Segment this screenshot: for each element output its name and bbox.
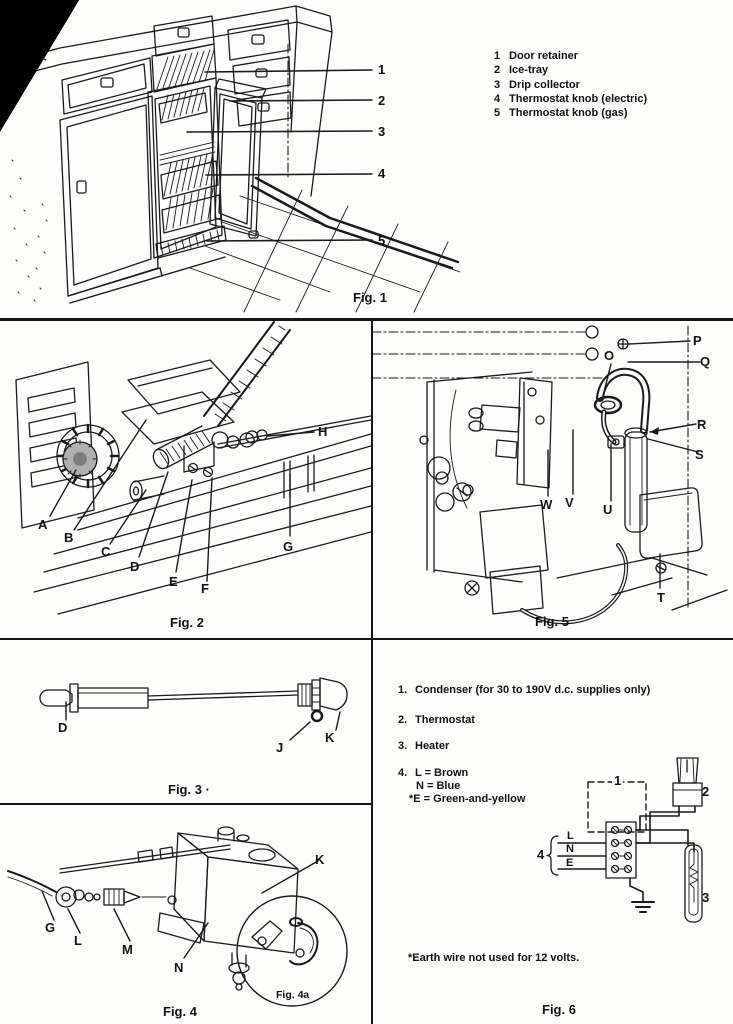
fig5-callout-r: R [697,417,707,432]
fig5-callout-u: U [603,502,613,517]
fig1-callout-1: 1 [378,62,386,77]
fig1-panel [0,0,460,315]
condenser-outline [588,782,646,832]
terminal-block [606,822,636,878]
fig1-left-cupboard [10,58,158,301]
wiring-label-live: L [567,830,574,842]
fig6-note-4: 4. L = Brown [398,767,469,779]
fig4-callout-n: N [174,960,184,975]
fig5-thermostat-box [436,472,626,622]
fig4-thermocouple-rod [60,845,230,873]
fig6-wiring-diagram [372,640,733,1024]
fig6-footnote: *Earth wire not used for 12 volts. [408,952,580,964]
wiring-label-neutral: N [566,843,574,855]
fig6-note-4b: N = Blue [416,780,461,792]
fig4-callout-g: G [45,920,56,935]
fig3-callout-k: K [325,730,335,745]
fig2-nozzle [130,442,214,501]
fig1-open-door [210,79,266,238]
fig1-callout-2: 2 [378,93,386,108]
wiring-label-heater: 3 [702,890,710,905]
fig2-pipe [204,322,290,426]
fig1-legend [494,49,647,120]
legend-item: 3 Drip collector [494,78,580,91]
fig2-drawing [0,320,371,638]
supply-wires [547,836,606,875]
heater-symbol [685,845,702,922]
fig2-callout-d: D [130,559,140,574]
legend-item: 5 Thermostat knob (gas) [494,107,628,120]
fig2-thermostat-sheath [150,426,254,471]
fig4-drawing [0,805,371,1024]
fig4-callout-k: K [315,852,325,867]
fig1-right-drawers [228,20,291,126]
fig3-callout-j: J [276,740,284,755]
fig2-callout-b: B [64,530,74,545]
fig6-caption: Fig. 6 [542,1002,576,1017]
fig4-caption: Fig. 4 [163,1004,197,1019]
fig4-callout-m: M [122,942,133,957]
fig2-callout-a: A [38,517,48,532]
fig1-callout-4: 4 [378,166,386,181]
fig5-condenser-pipes [372,326,607,378]
fig1-callout-5: 5 [378,233,386,248]
ground-symbol [632,902,654,912]
fig5-callout-p: P [693,333,702,348]
legend-item: 2 Ice-tray [494,64,549,77]
fig3-caption: Fig. 3 · [168,782,210,797]
wiring-label-supply: 4 [537,847,545,862]
wiring-label-thermostat: 2 [702,784,710,799]
wiring-label-condenser: 1 [614,773,622,788]
fig3-drawing [0,640,371,803]
fig6-note-1: 1. Condenser (for 30 to 190V d.c. supplies only) [398,684,651,696]
fig6-panel [372,640,733,1024]
fig5-burner-bracket [450,378,552,508]
fig3-callout-d: D [58,720,68,735]
fig1-callout-3: 3 [378,124,386,139]
fig2-capillary-pipe [218,416,371,448]
fig2-knob [57,425,119,487]
fig5-callout-t: T [657,590,665,605]
fig5-callout-o: O [604,348,615,363]
wiring-label-earth: E [566,857,574,869]
fig4-callout-l: L [74,933,82,948]
fig5-bench [557,558,727,610]
fig5-callout-w: W [540,497,553,512]
fig4a-caption: Fig. 4a [276,989,310,1001]
legend-item: 4 Thermostat knob (electric) [494,92,648,105]
fig4-callout-lines [42,861,318,958]
fig1-caption: Fig. 1 [353,290,387,305]
fig6-note-2: 2. Thermostat [398,714,475,726]
legend-item: 1 Door retainer [494,50,579,62]
fig5-callout-q: Q [700,354,711,369]
fig1-drawing [0,0,460,315]
fig4-fittings [8,871,176,907]
fig2-valve-body [122,360,240,444]
fig3-panel [0,640,371,803]
fig4-panel [0,805,371,1024]
fig5-back-panel [420,372,532,582]
fig5-callout-s: S [695,447,704,462]
fig5-callout-v: V [565,495,574,510]
fig2-callout-f: F [201,581,209,596]
fig1-floor [68,178,460,312]
fig5-cover-box [640,488,702,573]
fig5-drawing [372,320,733,638]
fig2-panel [0,320,371,638]
fig5-panel [372,320,733,638]
fig2-caption: Fig. 2 [170,615,204,630]
fig2-callout-e: E [169,574,178,589]
fig2-callout-g: G [283,539,294,554]
fig6-note-3: 3. Heater [398,740,450,752]
fig3-thermocouple [40,678,347,721]
fig5-caption: Fig. 5 [535,614,569,629]
fig2-callout-c: C [101,544,111,559]
thermostat-symbol [673,758,702,806]
fig2-callout-h: H [318,424,328,439]
fig6-note-4c: *E = Green-and-yellow [409,793,526,805]
